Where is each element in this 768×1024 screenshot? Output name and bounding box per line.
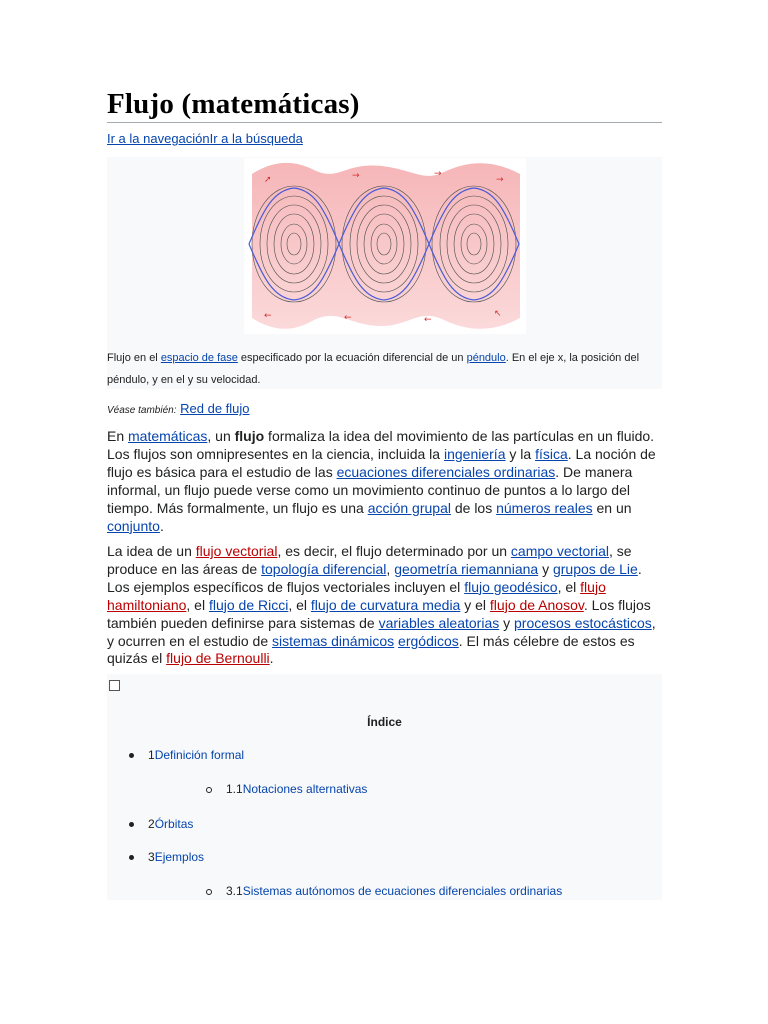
link-flujo-de-bernoulli[interactable]: flujo de Bernoulli bbox=[166, 650, 270, 667]
link-campo-vectorial[interactable]: campo vectorial bbox=[510, 543, 609, 559]
circle-bullet-icon bbox=[206, 889, 212, 895]
toc-item[interactable]: 2Órbitas bbox=[129, 817, 193, 831]
link-flujo-curvatura-media[interactable]: flujo de curvatura media bbox=[310, 596, 461, 613]
link-procesos-estocasticos[interactable]: procesos estocásticos bbox=[514, 614, 652, 631]
link-matematicas[interactable]: matemáticas bbox=[128, 428, 208, 444]
svg-text:→: → bbox=[496, 175, 504, 185]
skip-to-navigation-link[interactable]: Ir a la navegación bbox=[107, 131, 210, 146]
link-sistemas-dinamicos[interactable]: sistemas dinámicos bbox=[272, 632, 395, 649]
see-also-label: Véase también: bbox=[107, 405, 177, 416]
table-of-contents bbox=[107, 674, 662, 900]
toc-item[interactable]: 1.1Notaciones alternativas bbox=[206, 782, 367, 796]
bullet-icon bbox=[129, 753, 134, 758]
page-title: Flujo (matemáticas) bbox=[107, 88, 360, 120]
link-flujo-vectorial[interactable]: flujo vectorial bbox=[195, 543, 278, 559]
toc-item[interactable]: 1Definición formal bbox=[129, 748, 244, 762]
see-also-link[interactable]: Red de flujo bbox=[180, 401, 250, 416]
link-accion-grupal[interactable]: acción grupal bbox=[367, 499, 451, 516]
link-ecuaciones-diferenciales[interactable]: ecuaciones diferenciales ordinarias bbox=[336, 463, 556, 480]
toc-toggle-checkbox[interactable] bbox=[109, 680, 120, 691]
svg-text:←: ← bbox=[344, 313, 352, 323]
see-also-note bbox=[107, 401, 250, 416]
toc-title: Índice bbox=[367, 715, 402, 729]
link-ergodicos[interactable]: ergódicos bbox=[398, 632, 459, 649]
link-flujo-de-ricci[interactable]: flujo de Ricci bbox=[208, 596, 289, 613]
circle-bullet-icon bbox=[206, 787, 212, 793]
phase-space-link[interactable]: espacio de fase bbox=[160, 352, 238, 364]
intro-paragraph: En matemáticas, un flujo formaliza la idea del movimiento de las partículas en un fluido. Los flujos son omnipresentes en la ciencia, incluida la ingeniería y la física. La noción de flujo es básica para el estudio de las ecuaciones diferenciales ordinarias. De manera informal, un flujo puede verse como un movimiento continuo de puntos a lo largo del tiempo. Más formalmente, un flujo es una acción grupal de los números reales en un conjunto. bbox=[107, 428, 656, 534]
bullet-icon bbox=[129, 855, 134, 860]
svg-text:➚: ➚ bbox=[264, 175, 272, 185]
pendulum-link[interactable]: péndulo bbox=[466, 352, 506, 364]
phase-space-pendulum-flow-image[interactable] bbox=[244, 158, 526, 334]
link-flujo-geodesico[interactable]: flujo geodésico bbox=[464, 578, 558, 595]
toc-item[interactable]: 3Ejemplos bbox=[129, 850, 204, 864]
link-flujo-hamiltoniano[interactable]: flujo hamiltoniano bbox=[107, 578, 606, 613]
bullet-icon bbox=[129, 822, 134, 827]
toc-item[interactable]: 3.1Sistemas autónomos de ecuaciones diferenciales ordinarias bbox=[206, 884, 562, 898]
link-flujo-de-anosov[interactable]: flujo de Anosov bbox=[489, 596, 584, 613]
svg-text:→: → bbox=[352, 171, 360, 181]
link-ingenieria[interactable]: ingeniería bbox=[443, 445, 506, 462]
skip-links bbox=[107, 131, 303, 146]
thumbnail-figure bbox=[107, 157, 662, 389]
svg-text:←: ← bbox=[264, 311, 272, 321]
link-numeros-reales[interactable]: números reales bbox=[496, 499, 593, 516]
svg-text:↖: ↖ bbox=[494, 309, 502, 319]
svg-text:←: ← bbox=[424, 315, 432, 325]
link-conjunto[interactable]: conjunto bbox=[107, 517, 160, 534]
link-geometria-riemanniana[interactable]: geometría riemanniana bbox=[394, 560, 539, 577]
link-grupos-de-lie[interactable]: grupos de Lie bbox=[552, 560, 638, 577]
title-divider bbox=[107, 122, 662, 123]
skip-to-search-link[interactable]: Ir a la búsqueda bbox=[209, 131, 303, 146]
link-fisica[interactable]: física bbox=[535, 445, 568, 462]
link-variables-aleatorias[interactable]: variables aleatorias bbox=[378, 614, 500, 631]
second-paragraph: La idea de un flujo vectorial, es decir, el flujo determinado por un campo vectorial, se produce en las áreas de topología diferencial, geometría riemanniana y grupos de Lie. Los ejemplos específicos de flujos vectoriales incluyen el flujo geodésico, el flujo hamiltoniano, el flujo de Ricci, el flujo de curvatura media y el flujo de Anosov. Los flujos también pueden definirse para sistemas de variables aleatorias y procesos estocásticos, y ocurren en el estudio de sistemas dinámicos ergódicos. El más célebre de estos es quizás el flujo de Bernoulli. bbox=[107, 543, 656, 667]
link-topologia-diferencial[interactable]: topología diferencial bbox=[261, 560, 387, 577]
figure-caption: Flujo en el espacio de fase especificado por la ecuación diferencial de un péndulo. En el eje x, la posición del péndulo, y en el y su velocidad. bbox=[107, 352, 640, 386]
bold-term: flujo bbox=[234, 428, 265, 444]
svg-text:→: → bbox=[434, 169, 442, 179]
